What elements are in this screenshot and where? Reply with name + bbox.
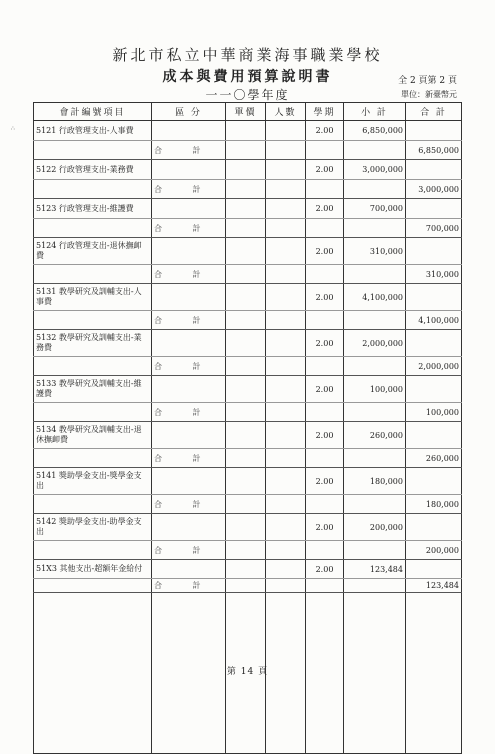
table-row (34, 560, 462, 579)
subtotal-cell: 200,000 (344, 514, 406, 541)
total-cell-empty (406, 422, 462, 449)
empty-cell (306, 579, 344, 593)
total-item-cell (34, 357, 152, 376)
col-header-subtotal: 小 計 (344, 103, 406, 121)
headcount-cell (266, 330, 306, 357)
unit-price-cell (226, 160, 266, 180)
account-name: 教學研究及訓輔支出-退休撫卹費 (36, 425, 142, 444)
total-item-cell (34, 579, 152, 593)
account-name: 行政管理支出-維護費 (58, 203, 134, 213)
category-cell (152, 376, 226, 403)
term-cell: 2.00 (306, 199, 344, 219)
empty-cell (344, 311, 406, 330)
item-cell (34, 514, 152, 541)
account-code: 5132 (36, 333, 57, 342)
total-label: 合 計 (152, 541, 226, 560)
empty-cell (344, 265, 406, 284)
empty-cell (266, 495, 306, 514)
total-row (34, 141, 462, 160)
subtotal-cell: 260,000 (344, 422, 406, 449)
category-cell (152, 560, 226, 579)
empty-cell (266, 403, 306, 422)
empty-cell (306, 180, 344, 199)
total-label: 合 計 (152, 403, 226, 422)
unit-price-cell (226, 121, 266, 141)
total-row (34, 403, 462, 422)
total-row (34, 265, 462, 284)
headcount-cell (266, 199, 306, 219)
table-row (34, 199, 462, 219)
headcount-cell (266, 514, 306, 541)
document-title: 成本與費用預算說明書 (162, 69, 333, 85)
unit-price-cell (226, 468, 266, 495)
academic-year: 一一〇學年度 (205, 88, 290, 102)
headcount-cell (266, 160, 306, 180)
unit-price-cell (226, 376, 266, 403)
empty-cell (306, 141, 344, 160)
total-value: 6,850,000 (406, 141, 462, 160)
item-cell (34, 199, 152, 219)
empty-cell (266, 449, 306, 468)
empty-cell (226, 357, 266, 376)
empty-cell (266, 141, 306, 160)
total-row (34, 541, 462, 560)
empty-cell (226, 265, 266, 284)
table-row (34, 514, 462, 541)
margin-mark: ∴ (11, 125, 15, 132)
headcount-cell (266, 422, 306, 449)
total-item-cell (34, 311, 152, 330)
item-cell (34, 160, 152, 180)
empty-cell (266, 541, 306, 560)
page-info (398, 74, 457, 102)
item-cell (34, 121, 152, 141)
subtotal-cell: 3,000,000 (344, 160, 406, 180)
total-item-cell (34, 141, 152, 160)
total-label: 合 計 (152, 495, 226, 514)
total-cell-empty (406, 160, 462, 180)
empty-cell (306, 495, 344, 514)
empty-cell (226, 311, 266, 330)
table-row (34, 376, 462, 403)
total-cell-empty (406, 284, 462, 311)
subtotal-cell: 310,000 (344, 238, 406, 265)
empty-cell (306, 449, 344, 468)
account-name: 其他支出-超額年金給付 (59, 564, 143, 573)
empty-cell (226, 403, 266, 422)
total-value: 3,000,000 (406, 180, 462, 199)
term-cell: 2.00 (306, 121, 344, 141)
total-value: 260,000 (406, 449, 462, 468)
empty-cell (266, 219, 306, 238)
empty-cell (344, 541, 406, 560)
category-cell (152, 330, 226, 357)
empty-cell (226, 495, 266, 514)
unit-price-cell (226, 199, 266, 219)
account-code: 5131 (36, 287, 57, 296)
total-value: 123,484 (406, 579, 462, 593)
total-value: 310,000 (406, 265, 462, 284)
unit-price-cell (226, 330, 266, 357)
account-name: 教學研究及訓輔支出-人事費 (36, 287, 142, 306)
empty-cell (266, 265, 306, 284)
account-code: 51X3 (36, 564, 57, 573)
total-row (34, 357, 462, 376)
total-cell-empty (406, 514, 462, 541)
empty-cell (306, 311, 344, 330)
total-value: 4,100,000 (406, 311, 462, 330)
category-cell (152, 199, 226, 219)
empty-cell (266, 180, 306, 199)
item-cell (34, 560, 152, 579)
empty-cell (306, 265, 344, 284)
total-value: 180,000 (406, 495, 462, 514)
total-cell-empty (406, 560, 462, 579)
account-code: 5142 (36, 517, 57, 526)
col-header-term: 學期 (306, 103, 344, 121)
empty-cell (266, 311, 306, 330)
col-header-item: 會計編號項目 (34, 103, 152, 121)
total-label: 合 計 (152, 141, 226, 160)
term-cell: 2.00 (306, 330, 344, 357)
table-row (34, 468, 462, 495)
subtotal-cell: 2,000,000 (344, 330, 406, 357)
total-item-cell (34, 495, 152, 514)
total-label: 合 計 (152, 311, 226, 330)
total-row (34, 311, 462, 330)
total-row (34, 495, 462, 514)
category-cell (152, 422, 226, 449)
unit-price-cell (226, 284, 266, 311)
item-cell (34, 468, 152, 495)
unit-price-cell (226, 560, 266, 579)
subtotal-cell: 700,000 (344, 199, 406, 219)
category-cell (152, 160, 226, 180)
term-cell: 2.00 (306, 514, 344, 541)
total-value: 700,000 (406, 219, 462, 238)
item-cell (34, 238, 152, 265)
category-cell (152, 121, 226, 141)
account-name: 教學研究及訓輔支出-維護費 (36, 379, 142, 398)
empty-cell (306, 357, 344, 376)
currency-unit: 單位：新臺幣元 (401, 90, 457, 99)
account-code: 5122 (36, 164, 57, 174)
account-code: 5141 (36, 471, 57, 480)
empty-cell (226, 579, 266, 593)
category-cell (152, 284, 226, 311)
account-name: 獎助學金支出-助學金支出 (36, 517, 142, 536)
account-name: 行政管理支出-業務費 (58, 164, 134, 174)
total-cell-empty (406, 468, 462, 495)
headcount-cell (266, 238, 306, 265)
total-cell-empty (406, 376, 462, 403)
term-cell: 2.00 (306, 284, 344, 311)
account-code: 5121 (36, 125, 57, 135)
col-header-unit-price: 單價 (226, 103, 266, 121)
subtotal-cell: 4,100,000 (344, 284, 406, 311)
category-cell (152, 468, 226, 495)
total-item-cell (34, 219, 152, 238)
total-row (34, 579, 462, 593)
subtotal-cell: 180,000 (344, 468, 406, 495)
account-name: 行政管理支出-人事費 (58, 125, 134, 135)
term-cell: 2.00 (306, 160, 344, 180)
total-value: 200,000 (406, 541, 462, 560)
unit-price-cell (226, 238, 266, 265)
page-count: 全 2 頁第 2 頁 (398, 76, 457, 86)
empty-cell (226, 449, 266, 468)
total-value: 100,000 (406, 403, 462, 422)
empty-cell (344, 180, 406, 199)
account-code: 5123 (36, 203, 57, 213)
category-cell (152, 514, 226, 541)
total-row (34, 219, 462, 238)
total-item-cell (34, 541, 152, 560)
table-row (34, 121, 462, 141)
item-cell (34, 330, 152, 357)
empty-cell (306, 219, 344, 238)
col-header-headcount: 人數 (266, 103, 306, 121)
col-header-category: 區 分 (152, 103, 226, 121)
account-code: 5124 (36, 241, 57, 250)
empty-cell (266, 357, 306, 376)
total-label: 合 計 (152, 579, 226, 593)
account-name: 行政管理支出-退休撫卹費 (36, 241, 142, 260)
headcount-cell (266, 468, 306, 495)
empty-cell (344, 141, 406, 160)
empty-cell (344, 403, 406, 422)
table-row (34, 330, 462, 357)
empty-cell (344, 495, 406, 514)
table-row (34, 284, 462, 311)
headcount-cell (266, 121, 306, 141)
headcount-cell (266, 560, 306, 579)
subtotal-cell: 100,000 (344, 376, 406, 403)
subtotal-cell: 6,850,000 (344, 121, 406, 141)
term-cell: 2.00 (306, 376, 344, 403)
item-cell (34, 284, 152, 311)
page-number: 第 14 頁 (226, 667, 269, 677)
total-item-cell (34, 403, 152, 422)
empty-cell (266, 579, 306, 593)
empty-cell (226, 141, 266, 160)
table-row (34, 422, 462, 449)
table-row (34, 160, 462, 180)
total-label: 合 計 (152, 219, 226, 238)
term-cell: 2.00 (306, 422, 344, 449)
total-row (34, 449, 462, 468)
empty-cell (306, 541, 344, 560)
total-cell-empty (406, 238, 462, 265)
total-item-cell (34, 449, 152, 468)
total-cell-empty (406, 121, 462, 141)
headcount-cell (266, 376, 306, 403)
total-label: 合 計 (152, 180, 226, 199)
category-cell (152, 238, 226, 265)
empty-cell (344, 219, 406, 238)
school-name: 新北市私立中華商業海事職業學校 (112, 46, 383, 64)
subtotal-cell: 123,484 (344, 560, 406, 579)
empty-cell (226, 219, 266, 238)
total-label: 合 計 (152, 449, 226, 468)
item-cell (34, 376, 152, 403)
budget-table (33, 102, 462, 754)
empty-cell (226, 541, 266, 560)
total-cell-empty (406, 330, 462, 357)
table-row (34, 238, 462, 265)
table-header-row (34, 103, 462, 121)
total-label: 合 計 (152, 357, 226, 376)
empty-cell (344, 579, 406, 593)
unit-price-cell (226, 514, 266, 541)
total-value: 2,000,000 (406, 357, 462, 376)
term-cell: 2.00 (306, 468, 344, 495)
term-cell: 2.00 (306, 560, 344, 579)
empty-cell (344, 357, 406, 376)
account-code: 5134 (36, 425, 57, 434)
total-cell-empty (406, 199, 462, 219)
term-cell: 2.00 (306, 238, 344, 265)
col-header-total: 合 計 (406, 103, 462, 121)
total-row (34, 180, 462, 199)
total-label: 合 計 (152, 265, 226, 284)
account-name: 獎助學金支出-獎學金支出 (36, 471, 142, 490)
item-cell (34, 422, 152, 449)
headcount-cell (266, 284, 306, 311)
empty-cell (306, 403, 344, 422)
total-item-cell (34, 180, 152, 199)
empty-cell (226, 180, 266, 199)
unit-price-cell (226, 422, 266, 449)
account-code: 5133 (36, 379, 57, 388)
total-item-cell (34, 265, 152, 284)
empty-cell (344, 449, 406, 468)
account-name: 教學研究及訓輔支出-業務費 (36, 333, 142, 352)
